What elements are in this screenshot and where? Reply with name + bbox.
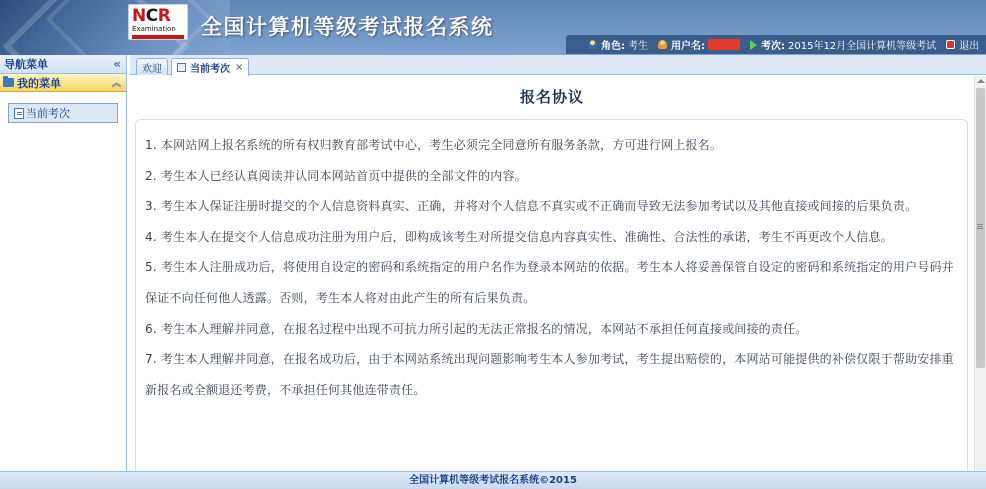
header-background xyxy=(0,0,230,55)
ncre-logo xyxy=(128,4,188,40)
logout-button[interactable] xyxy=(946,37,979,52)
tab-current-exam-label[interactable]: 当前考次 xyxy=(190,64,230,75)
logo-mark xyxy=(132,7,184,25)
role-value: 考生 xyxy=(628,41,648,52)
role-info xyxy=(588,37,648,52)
page-title: 报名协议 xyxy=(519,88,584,106)
username-label: 用户名: xyxy=(671,41,705,52)
logo-subtitle: Examination xyxy=(132,25,176,33)
page-footer: 全国计算机等级考试报名系统©2015 xyxy=(0,471,986,489)
role-label: 角色: xyxy=(601,41,625,52)
role-icon xyxy=(588,40,597,49)
my-menu-title: 我的菜单 xyxy=(17,76,61,90)
exam-info xyxy=(750,37,936,52)
user-info xyxy=(658,37,740,52)
agreement-clause-2: 2. 考生本人已经认真阅读并认同本网站首页中提供的全部文件的内容。 xyxy=(145,168,527,183)
agreement-clause-7: 7. 考生本人理解并同意，在报名成功后，由于本网站系统出现问题影响考生本人参加考试，考生提出赔偿的，本网站可能提供的补偿仅限于帮助安排重新报名或全额退还考费，不承担任何其他连带责任。 xyxy=(145,352,954,397)
exam-label: 考次: xyxy=(761,41,785,52)
username-value xyxy=(708,39,740,50)
user-icon xyxy=(658,40,667,49)
nav-panel-title: 导航菜单 xyxy=(4,58,48,71)
agreement-clause-3: 3. 考生本人保证注册时提交的个人信息资料真实、正确，并将对个人信息不真实或不正确而导致无法参加考试以及其他直接或间接的后果负责。 xyxy=(145,199,918,214)
user-status-bar xyxy=(566,35,986,54)
logout-icon[interactable] xyxy=(946,40,955,49)
my-menu-header[interactable] xyxy=(0,74,126,92)
folder-icon xyxy=(3,78,14,87)
agreement-clause-1: 1. 本网站网上报名系统的所有权归教育部考试中心，考生必须完全同意所有服务条款，方可进行网上报名。 xyxy=(145,138,723,152)
sidebar-item-label[interactable]: 当前考次 xyxy=(26,107,70,120)
agreement-panel xyxy=(135,119,968,471)
scrollbar-grip-icon xyxy=(977,224,983,225)
app-title: 全国计算机等级考试报名系统 xyxy=(201,15,494,39)
tab-welcome[interactable] xyxy=(136,58,168,75)
my-menu-title-group xyxy=(3,75,61,91)
agreement-clause-6: 6. 考生本人理解并同意，在报名过程中出现不可抗力所引起的无法正常报名的情况，本网站不承担任何直接或间接的责任。 xyxy=(145,321,808,336)
tab-page-icon xyxy=(177,63,186,72)
scrollbar-thumb[interactable] xyxy=(976,88,985,368)
vertical-scrollbar[interactable] xyxy=(974,76,986,471)
logo-letter-r: R xyxy=(157,6,171,26)
scroll-up-icon[interactable] xyxy=(977,79,985,83)
close-tab-icon[interactable]: × xyxy=(235,62,244,73)
tab-welcome-label[interactable]: 欢迎 xyxy=(142,63,162,75)
exam-arrow-icon xyxy=(750,40,757,50)
navigation-sidebar xyxy=(0,55,127,471)
collapse-sidebar-icon[interactable]: « xyxy=(113,57,121,71)
tab-strip xyxy=(130,55,986,75)
logo-letter-n: N xyxy=(132,6,146,26)
main-content xyxy=(130,76,974,471)
exam-value: 2015年12月全国计算机等级考试 xyxy=(788,41,937,52)
logo-tagline-bar xyxy=(132,35,184,39)
agreement-clause-4: 4. 考生本人在提交个人信息成功注册为用户后，即构成该考生对所提交信息内容真实性、准确性、合法性的承诺，考生不再更改个人信息。 xyxy=(145,229,893,244)
document-icon xyxy=(14,108,24,119)
agreement-clause-5: 5. 考生本人注册成功后，将使用自设定的密码和系统指定的用户名作为登录本网站的依据。考生本人将妥善保管自设定的密码和系统指定的用户号码并保证不向任何他人透露。否则，考生本人将对由此产生的所有后果负责。 xyxy=(145,260,954,305)
tab-current-exam[interactable] xyxy=(171,58,249,76)
nav-panel-header xyxy=(0,55,126,74)
logo-letter-c: C xyxy=(145,6,158,26)
collapse-menu-icon[interactable]: ︽ xyxy=(111,79,121,89)
sidebar-item-current-exam[interactable] xyxy=(8,103,118,123)
logout-label[interactable]: 退出 xyxy=(959,41,980,52)
app-header xyxy=(0,0,986,55)
